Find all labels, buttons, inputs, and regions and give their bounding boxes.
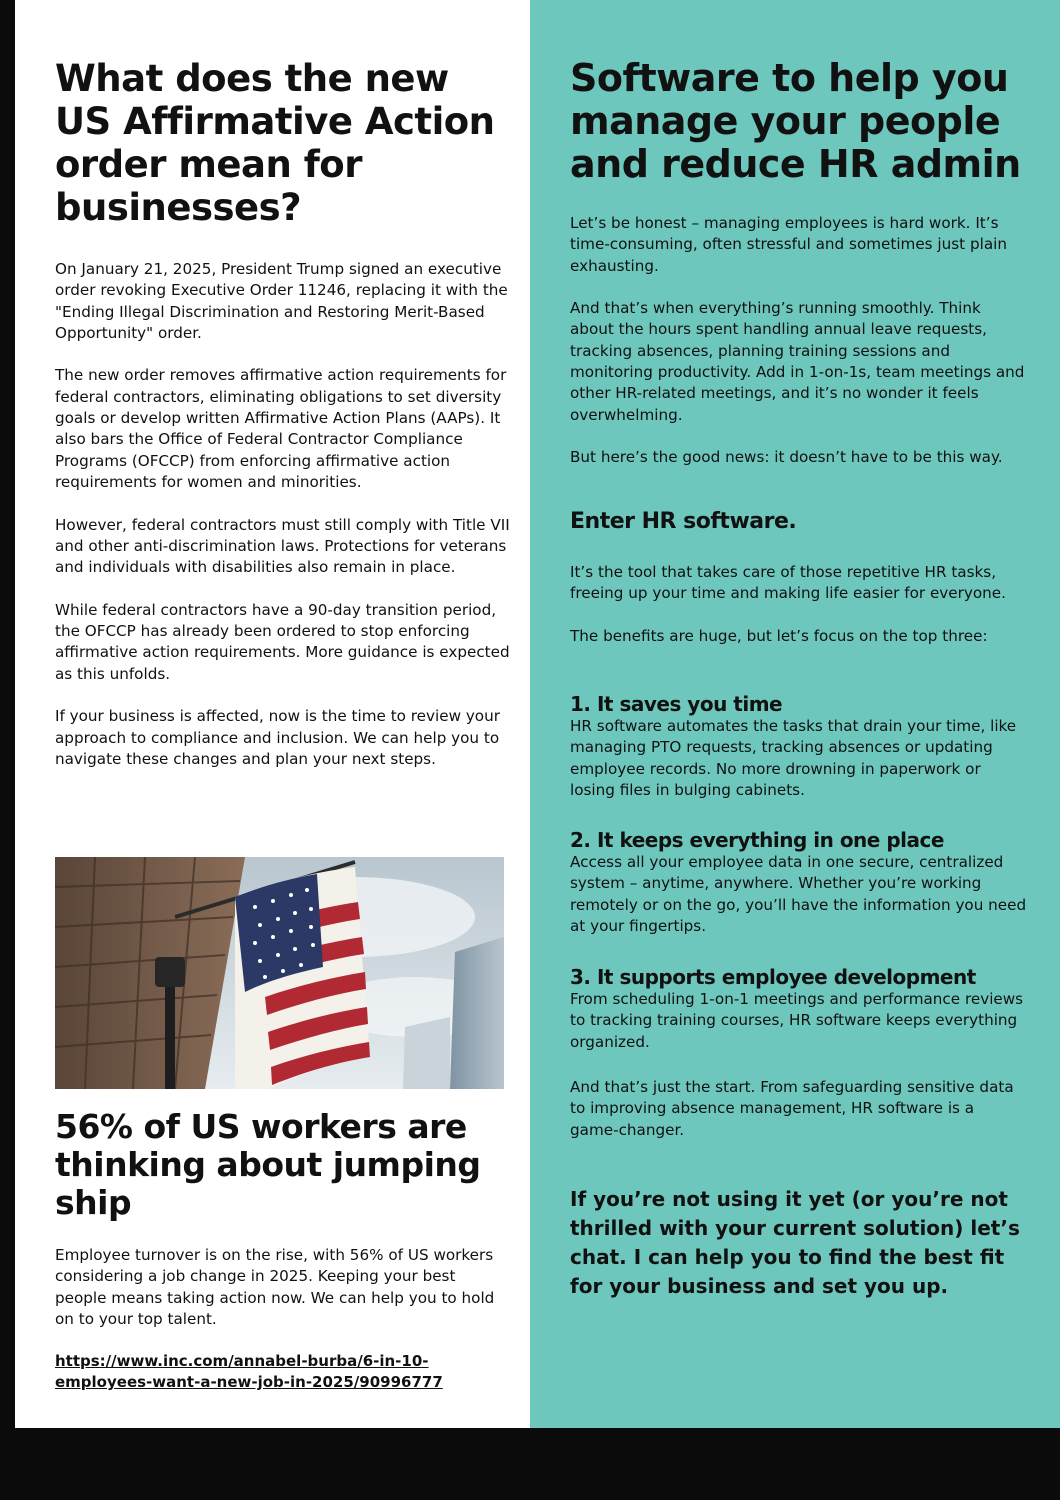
benefit-title: 2. It keeps everything in one place	[570, 828, 944, 852]
enter-hr-software-heading: Enter HR software.	[570, 509, 797, 534]
benefit-text: Access all your employee data in one secure, centralized system – anytime, anywhere. Whether you’re working remotely or on the go, you’ll have the information you need at your fingertips.	[570, 853, 1027, 935]
benefit-text: From scheduling 1-on-1 meetings and performance reviews to tracking training courses, HR software keeps everything organized.	[570, 990, 1024, 1051]
paragraph: The new order removes affirmative action requirements for federal contractors, eliminating obligations to set diversity goals or develop written Affirmative Action Plans (AAPs). It also bars the Office of Federal Contractor Compliance Programs (OFCCP) from enforcing affirmative action requirements for women and minorities.	[55, 366, 507, 491]
benefit-text: HR software automates the tasks that drain your time, like managing PTO requests, tracking absences or updating employee records. No more drowning in paperwork or losing files in bulging cabinets.	[570, 717, 1017, 799]
paragraph: However, federal contractors must still comply with Title VII and other anti-discrimination laws. Protections for veterans and individuals with disabilities also remain in place.	[55, 515, 510, 577]
benefit-2	[570, 828, 1030, 937]
benefit-title: 1. It saves you time	[570, 692, 783, 716]
paragraph: And that’s when everything’s running smoothly. Think about the hours spent handling annual leave requests, tracking absences, planning training sessions and monitoring productivity. Add in 1-on-1s, team meetings and other HR-related meetings, and it’s no wonder it feels overwhelming.	[570, 299, 1025, 424]
left-heading: What does the new US Affirmative Action order mean for businesses?	[55, 57, 495, 229]
paragraph: But here’s the good news: it doesn’t have to be this way.	[570, 448, 1003, 467]
left-column	[15, 0, 530, 1428]
benefit-title: 3. It supports employee development	[570, 965, 976, 989]
left-body	[55, 259, 510, 791]
call-to-action: If you’re not using it yet (or you’re not thrilled with your current solution) let’s chat. I can help you to find the best fit for your business and set you up.	[570, 1187, 1020, 1298]
paragraph: The benefits are huge, but let’s focus on the top three:	[570, 626, 988, 645]
right-column	[530, 0, 1060, 1428]
page-bottom-band	[0, 1428, 1060, 1500]
paragraph: On January 21, 2025, President Trump signed an executive order revoking Executive Order 11246, replacing it with the "Ending Illegal Discrimination and Restoring Merit-Based Opportunity" order.	[55, 260, 508, 342]
paragraph: It’s the tool that takes care of those repetitive HR tasks, freeing up your time and making life easier for everyone.	[570, 563, 1006, 603]
paragraph: Employee turnover is on the rise, with 56% of US workers considering a job change in 2025. Keeping your best people means taking action now. We can help you to hold on to your top talent.	[55, 1246, 495, 1328]
source-link[interactable]: https://www.inc.com/annabel-burba/6-in-10-employees-want-a-new-job-in-2025/90996777	[55, 1352, 443, 1391]
page-edge	[0, 0, 15, 1430]
intro-body	[570, 213, 1025, 490]
paragraph: While federal contractors have a 90-day transition period, the OFCCP has already been ordered to stop enforcing affirmative action requirements. More guidance is expected as this unfolds.	[55, 600, 510, 683]
paragraph: If your business is affected, now is the time to review your approach to compliance and inclusion. We can help you to navigate these changes and plan your next steps.	[55, 707, 500, 768]
paragraph: Let’s be honest – managing employees is hard work. It’s time-consuming, often stressful and sometimes just plain exhausting.	[570, 214, 1007, 275]
turnover-heading: 56% of US workers are thinking about jumping ship	[55, 1107, 481, 1222]
paragraph: And that’s just the start. From safeguarding sensitive data to improving absence management, HR software is a game-changer.	[570, 1078, 1014, 1139]
mid-body	[570, 562, 1025, 668]
turnover-body	[55, 1245, 510, 1330]
american-flag-photo	[55, 857, 504, 1089]
closing-body	[570, 1077, 1025, 1141]
right-heading: Software to help you manage your people and reduce HR admin	[570, 56, 1021, 186]
benefit-3	[570, 965, 1030, 1053]
benefit-1	[570, 692, 1030, 801]
